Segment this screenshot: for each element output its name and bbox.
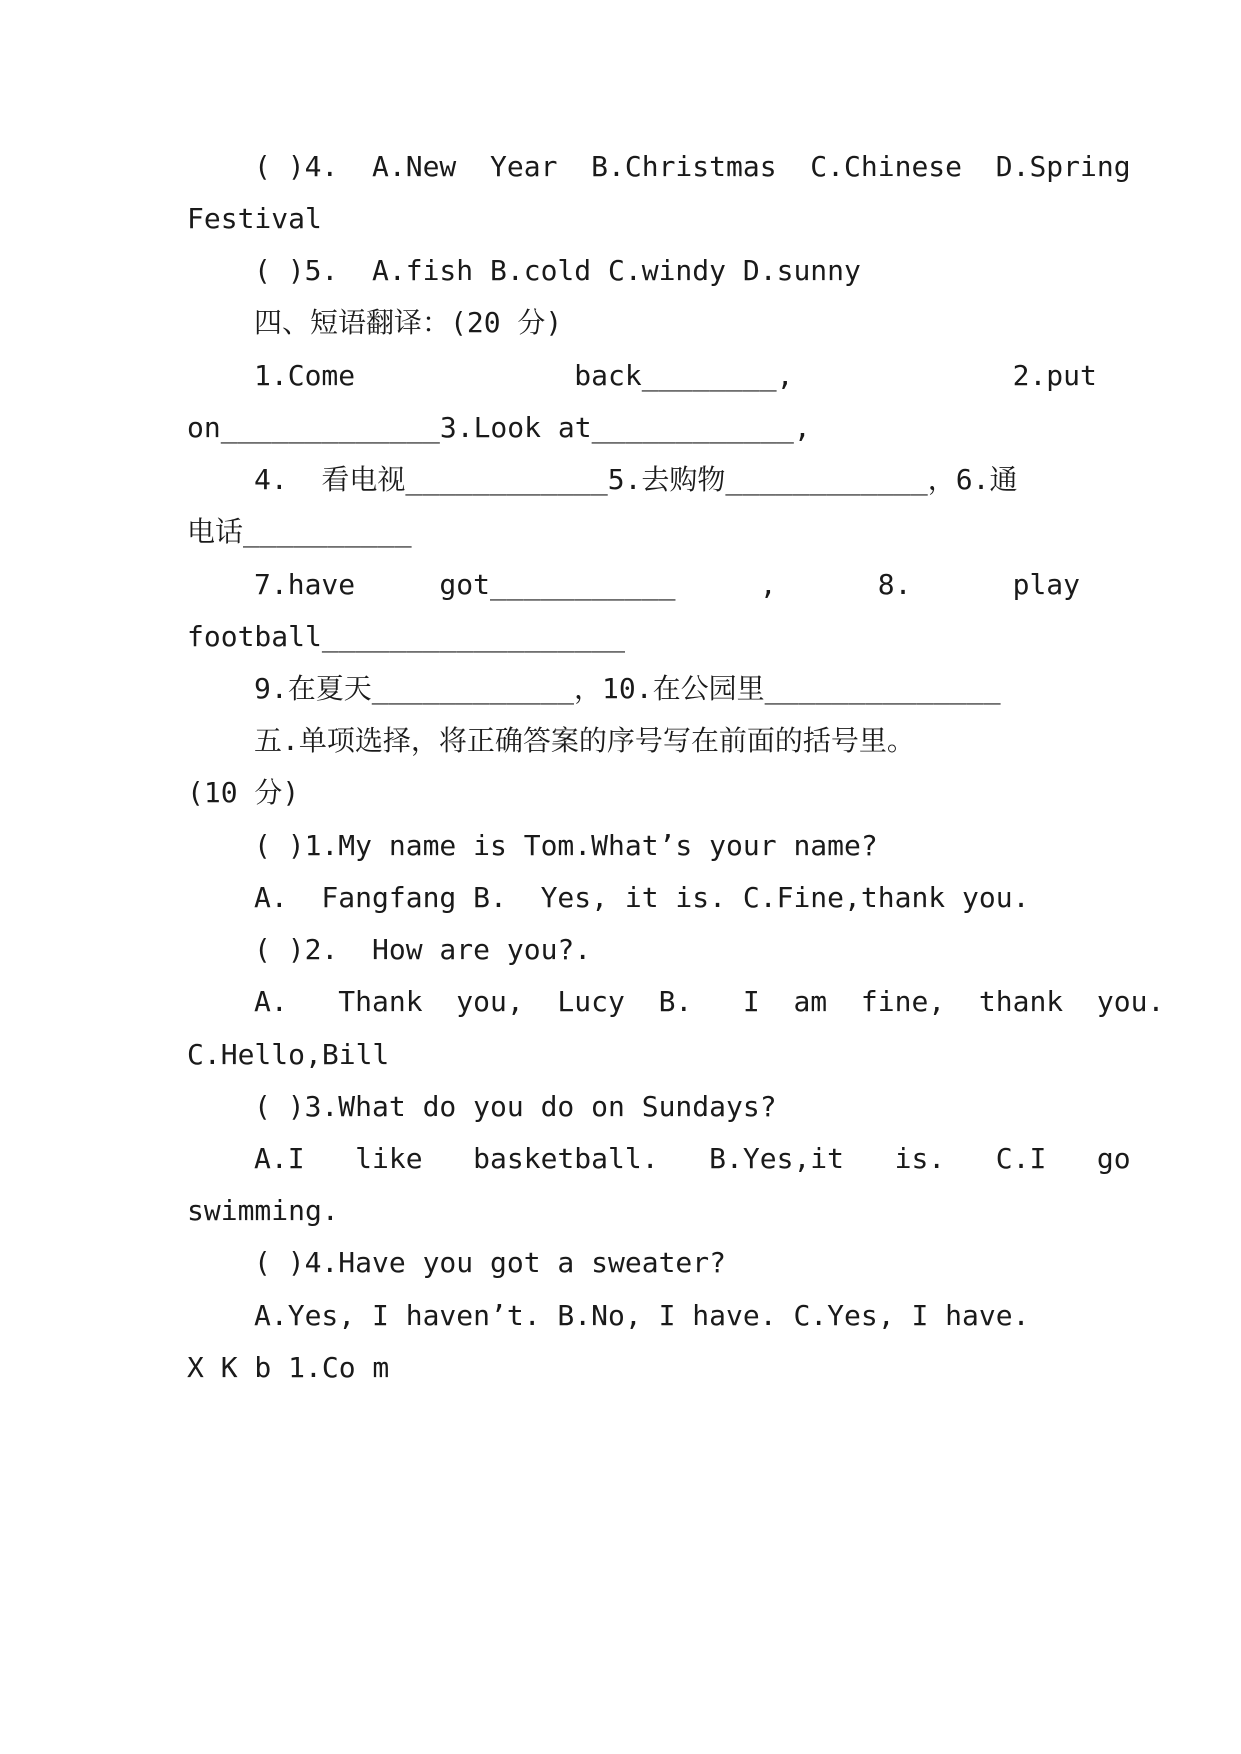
phrase-items-2-3: on_____________3.Look at____________,: [187, 411, 811, 444]
phrase-item-8-continued: football__________________: [187, 620, 626, 653]
phrase-items-4-6: 4. 看电视____________5.去购物____________，6.通: [254, 463, 1018, 496]
phrase-items-7-8: 7.have got___________ , 8. play: [254, 568, 1081, 601]
mc-question-2-options-continued: C.Hello,Bill: [187, 1038, 390, 1071]
phrase-items-9-10: 9.在夏天____________，10.在公园里______________: [254, 672, 1001, 705]
mc-question-4: ( )4.Have you got a sweater?: [254, 1246, 727, 1279]
mc-question-1-options: A. Fangfang B. Yes, it is. C.Fine,thank you.: [254, 881, 1030, 914]
watermark-text: X K b 1.Co m: [187, 1351, 390, 1384]
mc-question-2-options: A. Thank you, Lucy B. I am fine, thank you.: [254, 985, 1165, 1018]
question-5-options: ( )5. A.fish B.cold C.windy D.sunny: [254, 254, 861, 287]
section-5-points: (10 分): [187, 776, 300, 809]
mc-question-4-options: A.Yes, I haven’t. B.No, I have. C.Yes, I have.: [254, 1299, 1030, 1332]
mc-question-3: ( )3.What do you do on Sundays?: [254, 1090, 777, 1123]
phrase-items-1-2: 1.Come back________, 2.put: [254, 359, 1097, 392]
question-4-options: ( )4. A.New Year B.Christmas C.Chinese D.Spring: [254, 150, 1131, 183]
mc-question-1: ( )1.My name is Tom.What’s your name?: [254, 829, 878, 862]
phrase-item-6-continued: 电话__________: [187, 515, 412, 548]
mc-question-2: ( )2. How are you?.: [254, 933, 592, 966]
section-5-heading: 五.单项选择，将正确答案的序号写在前面的括号里。: [254, 724, 915, 757]
mc-question-3-options: A.I like basketball. B.Yes,it is. C.I go: [254, 1142, 1131, 1175]
section-4-heading: 四、短语翻译：(20 分): [254, 306, 563, 339]
question-4-options-continued: Festival: [187, 202, 322, 235]
mc-question-3-options-continued: swimming.: [187, 1194, 339, 1227]
